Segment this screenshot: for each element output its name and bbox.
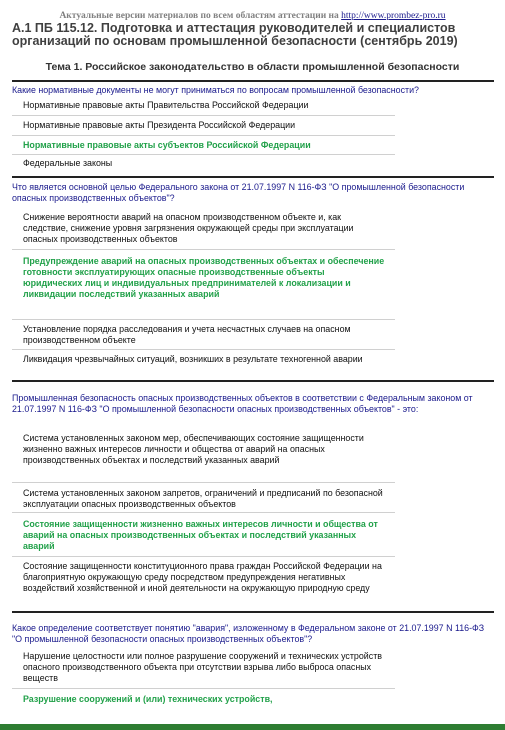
question-2-text: Что является основной целью Федерального закона от 21.07.1997 N 116-ФЗ "О промышленной безопасности опасных производственных объектов"?	[12, 182, 465, 203]
answer-separator	[12, 154, 395, 155]
header-line	[0, 11, 505, 21]
question-divider	[12, 380, 494, 382]
answer-1-2[interactable]: Нормативные правовые акты Президента Российской Федерации	[23, 120, 296, 130]
document-title: А.1 ПБ 115.12. Подготовка и аттестация руководителей и специалистов организаций по основам промышленной безопасности (сентябрь 2019)	[12, 21, 458, 48]
answer-2-3[interactable]: Установление порядка расследования и учета несчастных случаев на опасном производственном объекте	[23, 324, 351, 345]
question-divider	[12, 611, 494, 613]
answer-3-2[interactable]: Система установленных законом запретов, ограничений и предписаний по безопасной эксплуатации опасных производственных объектов	[23, 488, 383, 509]
answer-2-1[interactable]: Снижение вероятности аварий на опасном производственном объекте и, как следствие, снижение уровня загрязнения окружающей среды при эксплуатации опасных производственных объектов	[23, 212, 354, 244]
question-divider	[12, 80, 494, 82]
answer-3-1[interactable]: Система установленных законом мер, обеспечивающих состояние защищенности жизненно важных интересов личности и общества от аварий на опасных производственных объектах и последствий указанных аварий	[23, 433, 364, 465]
answer-separator	[12, 482, 395, 483]
question-divider	[12, 176, 494, 178]
question-4-text: Какое определение соответствует понятию "авария", изложенному в Федеральном законе от 21.07.1997 N 116-ФЗ "О промышленной безопасности опасных производственных объектов"?	[12, 623, 485, 644]
header-text: Актуальные версии материалов по всем областям аттестации на	[59, 11, 339, 21]
answer-separator	[12, 512, 395, 513]
answer-2-4[interactable]: Ликвидация чрезвычайных ситуаций, возникших в результате техногенной аварии	[23, 354, 363, 364]
answer-separator	[12, 135, 395, 136]
question-3-text: Промышленная безопасность опасных производственных объектов в соответствии с Федеральным законом от 21.07.1997 N 116-ФЗ "О промышленной безопасности опасных производственных объектов" - это:	[12, 393, 473, 414]
answer-1-4[interactable]: Федеральные законы	[23, 158, 113, 168]
answer-1-3-correct[interactable]: Нормативные правовые акты субъектов Российской Федерации	[23, 140, 311, 150]
site-link[interactable]: http://www.prombez-pro.ru	[341, 11, 446, 21]
bottom-strip	[0, 724, 505, 730]
theme-title: Тема 1. Российское законодательство в области промышленной безопасности	[45, 61, 460, 73]
answer-separator	[12, 115, 395, 116]
answer-4-1[interactable]: Нарушение целостности или полное разрушение сооружений и технических устройств опасного производственного объекта при отсутствии взрыва либо выброса опасных веществ	[23, 651, 382, 683]
answer-2-2-correct[interactable]: Предупреждение аварий на опасных производственных объектах и обеспечение готовности эксплуатирующих опасные производственные объекты юридических лиц и индивидуальных предпринимателей к локализации и ликвидации последствий указанных аварий	[23, 256, 385, 299]
answer-3-3-correct[interactable]: Состояние защищенности жизненно важных интересов личности и общества от аварий на опасных производственных объектах и последствий указанных аварий	[23, 519, 378, 551]
answer-4-2-correct[interactable]: Разрушение сооружений и (или) технических устройств,	[23, 694, 273, 704]
answer-separator	[12, 319, 395, 320]
answer-1-1[interactable]: Нормативные правовые акты Правительства Российской Федерации	[23, 100, 309, 110]
answer-separator	[12, 349, 395, 350]
answer-separator	[12, 556, 395, 557]
question-1-text: Какие нормативные документы не могут приниматься по вопросам промышленной безопасности?	[12, 85, 419, 95]
answer-separator	[12, 249, 395, 250]
answer-3-4[interactable]: Состояние защищенности конституционного права граждан Российской Федерации на благоприятную окружающую среду посредством предупреждения негативных воздействий хозяйственной и иной деятельности на окружающую природную среду	[23, 561, 382, 593]
answer-separator	[12, 688, 395, 689]
